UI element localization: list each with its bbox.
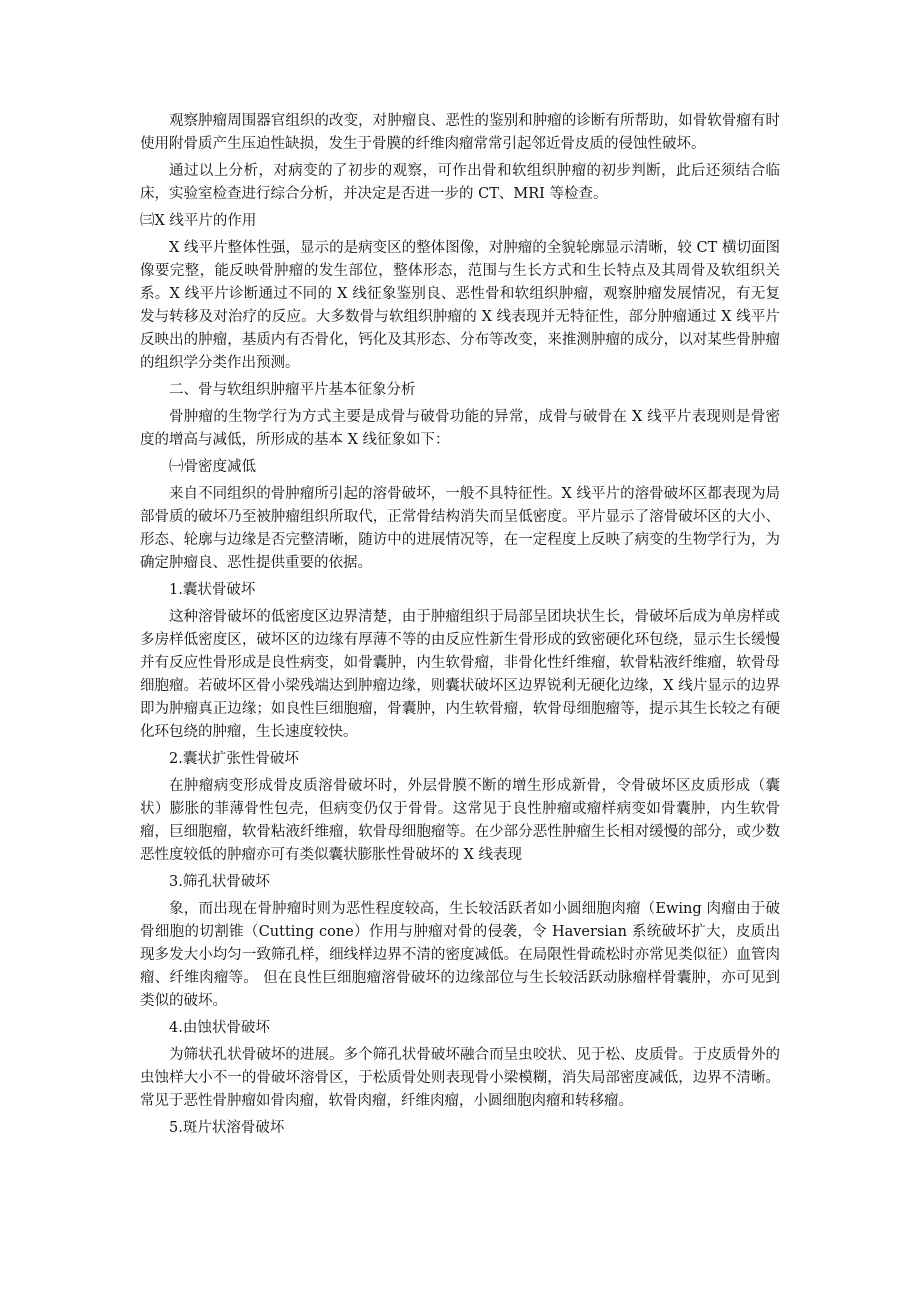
paragraph-15: 为筛状孔状骨破坏的进展。多个筛孔状骨破坏融合而呈虫咬状、见于松、皮质骨。于皮质骨外的虫蚀样大小不一的骨破坏溶骨区，于松质骨处则表现骨小梁模糊，消失局部密度减低，边界不清晰。常见于恶性骨肿瘤如骨肉瘤，软骨肉瘤，纤维肉瘤，小圆细胞肉瘤和转移瘤。 (140, 1047, 780, 1109)
paragraph-11: 在肿瘤病变形成骨皮质溶骨破坏时，外层骨膜不断的增生形成新骨，令骨破坏区皮质形成（囊状）膨胀的菲薄骨性包壳，但病变仍仅于骨骨。这常见于良性肿瘤或瘤样病变如骨囊肿，内生软骨瘤，巨细胞瘤，软骨粘液纤维瘤，软骨母细胞瘤等。在少部分恶性肿瘤生长相对缓慢的部分，或少数恶性度较低的肿瘤亦可有类似囊状膨胀性骨破坏的 X 线表现 (140, 778, 780, 863)
subheading-moth-eaten: 4.由蚀状骨破坏 (169, 1020, 270, 1036)
document-page (140, 110, 780, 1144)
paragraph-7: 来自不同组织的骨肿瘤所引起的溶骨破坏，一般不具特征性。X 线平片的溶骨破坏区都表现为局部骨质的破坏乃至被肿瘤组织所取代，正常骨结构消失而呈低密度。平片显示了溶骨破坏区的大小、形态、轮廓与边缘是否完整清晰，随访中的进展情况等，在一定程度上反映了病变的生物学行为，为确定肿瘤良、恶性提供重要的依据。 (140, 486, 780, 571)
paragraph-0: 观察肿瘤周围器官组织的改变，对肿瘤良、恶性的鉴别和肿瘤的诊断有所帮助，如骨软骨瘤有时使用附骨质产生压迫性缺损，发生于骨膜的纤维肉瘤常常引起邻近骨皮质的侵蚀性破坏。 (140, 113, 780, 152)
paragraph-3: X 线平片整体性强，显示的是病变区的整体图像，对肿瘤的全貌轮廓显示清晰，较 CT 横切面图像要完整，能反映骨肿瘤的发生部位，整体形态，范围与生长方式和生长特点及其周骨及软组织关系。X 线平片诊断通过不同的 X 线征象鉴别良、恶性骨和软组织肿瘤，观察肿瘤发展情况，有无复发与转移及对治疗的反应。大多数骨与软组织肿瘤的 X 线表现并无特征性，部分肿瘤通过 X 线平片反映出的肿瘤，基质内有否骨化，钙化及其形态、分布等改变，来推测肿瘤的成分，以对某些骨肿瘤的组织学分类作出预测。 (140, 240, 780, 371)
subheading-density-decrease: ㈠骨密度减低 (169, 459, 256, 475)
subheading-patchy: 5.斑片状溶骨破坏 (169, 1120, 285, 1136)
paragraph-13: 象，而出现在骨肿瘤时则为恶性程度较高，生长较活跃者如小圆细胞肉瘤（Ewing 肉瘤由于破骨细胞的切割锥（Cutting cone）作用与肿瘤对骨的侵袭，令 Haversian 系统破坏扩大，皮质出现多发大小均匀一致筛孔样，细线样边界不清的密度减低。在局限性骨疏松时亦常见类似征）血管肉瘤、纤维肉瘤等。 但在良性巨细胞瘤溶骨破坏的边缘部位与生长较活跃动脉瘤样骨囊肿，亦可见到类似的破坏。 (140, 901, 780, 1009)
paragraph-5: 骨肿瘤的生物学行为方式主要是成骨与破骨功能的异常，成骨与破骨在 X 线平片表现则是骨密度的增高与减低，所形成的基本 X 线征象如下： (140, 409, 780, 448)
section-heading-basic-signs: 二、骨与软组织肿瘤平片基本征象分析 (169, 382, 416, 398)
subheading-cystic-expansive: 2.囊状扩张性骨破坏 (169, 751, 299, 767)
subheading-cystic: 1.囊状骨破坏 (169, 582, 256, 598)
paragraph-9: 这种溶骨破坏的低密度区边界清楚，由于肿瘤组织于局部呈团块状生长，骨破坏后成为单房样或多房样低密度区，破坏区的边缘有厚薄不等的由反应性新生骨形成的致密硬化环包绕，显示生长缓慢并有反应性骨形成是良性病变，如骨囊肿，内生软骨瘤，非骨化性纤维瘤，软骨粘液纤维瘤，软骨母细胞瘤。若破坏区骨小梁残端达到肿瘤边缘，则囊状破坏区边界锐利无硬化边缘，X 线片显示的边界即为肿瘤真正边缘；如良性巨细胞瘤，骨囊肿，内生软骨瘤，软骨母细胞瘤等，提示其生长较之有硬化环包绕的肿瘤，生长速度较快。 (140, 609, 780, 740)
subheading-sieve: 3.筛孔状骨破坏 (169, 874, 270, 890)
paragraph-1: 通过以上分析，对病变的了初步的观察，可作出骨和软组织肿瘤的初步判断，此后还须结合临床，实验室检查进行综合分析，并决定是否进一步的 CT、MRI 等检查。 (140, 163, 780, 202)
section-heading-xray-role: ㈢X 线平片的作用 (140, 213, 257, 229)
